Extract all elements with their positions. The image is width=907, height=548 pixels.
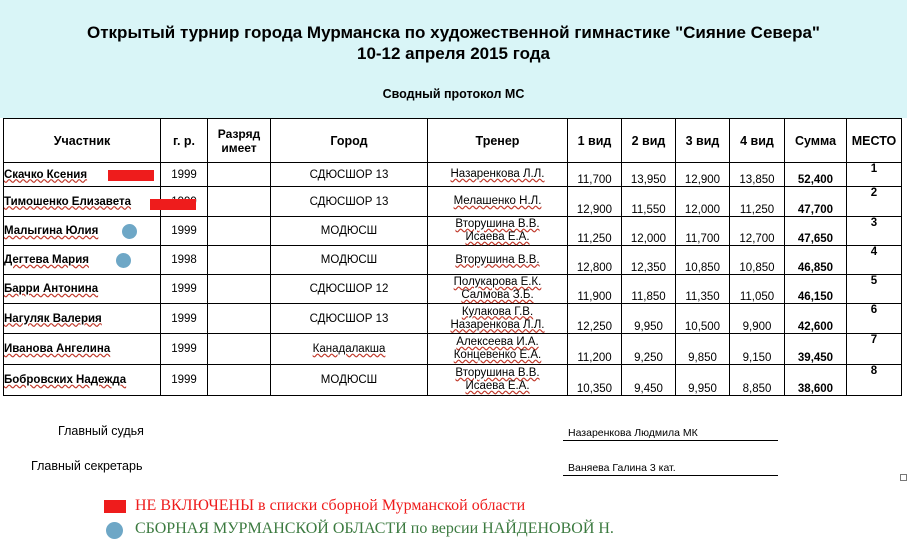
coach-name: Исаева Е.А. [465, 231, 530, 243]
city-name: МОДЮСШ [320, 225, 378, 237]
coach-name: Назаренкова Л.Л. [450, 168, 545, 180]
col-year: г. р. [161, 119, 208, 163]
coach-name: Алексеева И.А. [456, 336, 539, 348]
participant-name: Скачко Ксения [4, 168, 88, 181]
col-sum: Сумма [785, 119, 847, 163]
score-v4: 8,850 [730, 365, 785, 396]
year-cell: 1999 [161, 304, 208, 334]
city-name: СДЮСШОР 12 [309, 283, 389, 295]
score-v1: 12,250 [568, 304, 622, 334]
coach-cell [428, 304, 568, 334]
coach-name: Назаренкова Л.Л. [450, 318, 545, 331]
legend-red-marker [104, 500, 126, 513]
score-v3: 11,700 [676, 217, 730, 246]
col-rank-line1: Разряд [217, 126, 261, 141]
score-v4: 12,700 [730, 217, 785, 246]
chief-judge-line [563, 440, 778, 441]
year-cell: 1998 [161, 246, 208, 275]
col-participant: Участник [4, 119, 161, 163]
protocol-subtitle: Сводный протокол МС [382, 87, 525, 101]
chief-secretary-label: Главный секретарь [31, 459, 143, 473]
col-rank-line2: имеет [221, 140, 257, 155]
city-cell [271, 187, 428, 217]
rank-cell [208, 275, 271, 304]
col-rank [208, 119, 271, 163]
coach-cell [428, 163, 568, 187]
rank-cell [208, 365, 271, 396]
participant-cell [4, 275, 161, 304]
participant-name: Малыгина Юлия [4, 225, 99, 237]
score-v4: 10,850 [730, 246, 785, 275]
table-row [4, 163, 902, 187]
corner-marker [900, 474, 907, 481]
city-cell [271, 217, 428, 246]
rank-cell [208, 246, 271, 275]
legend-blue-dot [106, 522, 123, 539]
score-v2: 13,950 [622, 163, 676, 187]
place-cell: 5 [847, 275, 902, 304]
participant-cell [4, 217, 161, 246]
score-v4: 13,850 [730, 163, 785, 187]
city-cell [271, 304, 428, 334]
legend-red-text: НЕ ВКЛЮЧЕНЫ в списки сборной Мурманской области [135, 497, 526, 514]
participant-cell [4, 187, 161, 217]
table-row [4, 217, 902, 246]
chief-judge-label: Главный судья [58, 424, 144, 438]
chief-judge-value: Назаренкова Людмила МК [568, 427, 698, 439]
city-name: Канадалакша [312, 343, 386, 355]
participant-name: Иванова Ангелина [4, 343, 111, 355]
rank-cell [208, 217, 271, 246]
coach-name: Салмова З.Б. [461, 289, 534, 301]
sum-cell: 52,400 [785, 163, 847, 187]
coach-cell [428, 217, 568, 246]
title-line-2: 10-12 апреля 2015 года [356, 44, 550, 63]
chief-secretary-value: Ваняева Галина 3 кат. [568, 462, 676, 474]
score-v4: 9,900 [730, 304, 785, 334]
score-v1: 12,800 [568, 246, 622, 275]
score-v4: 11,250 [730, 187, 785, 217]
coach-name: Кулакова Г.В. [461, 305, 534, 318]
table-row [4, 304, 902, 334]
participant-name: Тимошенко Елизавета [4, 195, 131, 208]
participant-cell [4, 304, 161, 334]
participant-name: Бобровских Надежда [4, 374, 127, 386]
score-v3: 12,900 [676, 163, 730, 187]
legend-blue-text: СБОРНАЯ МУРМАНСКОЙ ОБЛАСТИ по версии НАЙДЕНОВОЙ Н. [135, 520, 614, 537]
participant-cell [4, 365, 161, 396]
city-name: СДЮСШОР 13 [309, 312, 389, 325]
city-cell [271, 334, 428, 365]
col-v2: 2 вид [622, 119, 676, 163]
place-cell: 1 [847, 163, 902, 187]
table-row [4, 365, 902, 396]
table-row [4, 275, 902, 304]
score-v3: 10,500 [676, 304, 730, 334]
city-cell [271, 275, 428, 304]
col-v3: 3 вид [676, 119, 730, 163]
title-line-1: Открытый турнир города Мурманска по художественной гимнастике "Сияние Севера" [87, 23, 820, 42]
score-v2: 9,250 [622, 334, 676, 365]
coach-cell [428, 365, 568, 396]
score-v2: 11,550 [622, 187, 676, 217]
participant-cell [4, 246, 161, 275]
sum-cell: 38,600 [785, 365, 847, 396]
score-v3: 11,350 [676, 275, 730, 304]
coach-cell [428, 334, 568, 365]
table-header-row [4, 119, 902, 163]
score-v4: 11,050 [730, 275, 785, 304]
coach-name: Концевенко Е.А. [453, 349, 542, 361]
place-cell: 2 [847, 187, 902, 217]
city-name: МОДЮСШ [320, 374, 378, 386]
participant-name: Дегтева Мария [4, 254, 89, 266]
sum-cell: 42,600 [785, 304, 847, 334]
rank-cell [208, 304, 271, 334]
city-name: СДЮСШОР 13 [309, 195, 389, 208]
year-cell: 1999 [161, 334, 208, 365]
coach-cell [428, 187, 568, 217]
table-row [4, 187, 902, 217]
score-v2: 12,000 [622, 217, 676, 246]
coach-name: Вторушина В.В. [455, 253, 540, 266]
score-v1: 12,900 [568, 187, 622, 217]
score-v2: 9,950 [622, 304, 676, 334]
participant-cell [4, 334, 161, 365]
city-cell [271, 365, 428, 396]
score-v4: 9,150 [730, 334, 785, 365]
coach-cell [428, 275, 568, 304]
col-coach: Тренер [428, 119, 568, 163]
col-place: МЕСТО [847, 119, 902, 163]
coach-name: Полукарова Е.К. [453, 276, 542, 288]
year-cell: 1999 [161, 365, 208, 396]
year-cell: 1999 [161, 217, 208, 246]
city-cell [271, 163, 428, 187]
chief-secretary-line [563, 475, 778, 476]
year-cell: 1999 [161, 163, 208, 187]
place-cell: 7 [847, 334, 902, 365]
excluded-marker [150, 199, 196, 210]
place-cell: 6 [847, 304, 902, 334]
rank-cell [208, 334, 271, 365]
team-marker [122, 224, 137, 239]
sum-cell: 47,650 [785, 217, 847, 246]
place-cell: 8 [847, 365, 902, 396]
score-v3: 9,850 [676, 334, 730, 365]
place-cell: 3 [847, 217, 902, 246]
place-cell: 4 [847, 246, 902, 275]
coach-cell [428, 246, 568, 275]
col-city: Город [271, 119, 428, 163]
team-marker [116, 253, 131, 268]
excluded-marker [108, 170, 154, 181]
rank-cell [208, 163, 271, 187]
score-v1: 11,900 [568, 275, 622, 304]
table-row [4, 334, 902, 365]
participant-name: Нагуляк Валерия [4, 312, 102, 325]
coach-name: Исаева Е.А. [465, 380, 530, 392]
table-row [4, 246, 902, 275]
score-v1: 11,700 [568, 163, 622, 187]
city-name: СДЮСШОР 13 [309, 168, 389, 181]
score-v2: 12,350 [622, 246, 676, 275]
coach-name: Мелашенко Н.Л. [453, 195, 542, 207]
sum-cell: 47,700 [785, 187, 847, 217]
city-name: МОДЮСШ [320, 254, 378, 266]
score-v1: 10,350 [568, 365, 622, 396]
col-v4: 4 вид [730, 119, 785, 163]
results-table [3, 118, 902, 396]
score-v2: 9,450 [622, 365, 676, 396]
city-cell [271, 246, 428, 275]
coach-name: Вторушина В.В. [455, 218, 540, 230]
score-v3: 10,850 [676, 246, 730, 275]
participant-name: Барри Антонина [4, 283, 99, 295]
year-cell: 1999 [161, 275, 208, 304]
rank-cell [208, 187, 271, 217]
col-v1: 1 вид [568, 119, 622, 163]
score-v3: 12,000 [676, 187, 730, 217]
participant-cell [4, 163, 161, 187]
sum-cell: 46,850 [785, 246, 847, 275]
score-v3: 9,950 [676, 365, 730, 396]
page-title [0, 22, 907, 64]
coach-name: Вторушина В.В. [455, 367, 540, 379]
sum-cell: 39,450 [785, 334, 847, 365]
score-v1: 11,200 [568, 334, 622, 365]
score-v2: 11,850 [622, 275, 676, 304]
score-v1: 11,250 [568, 217, 622, 246]
sum-cell: 46,150 [785, 275, 847, 304]
